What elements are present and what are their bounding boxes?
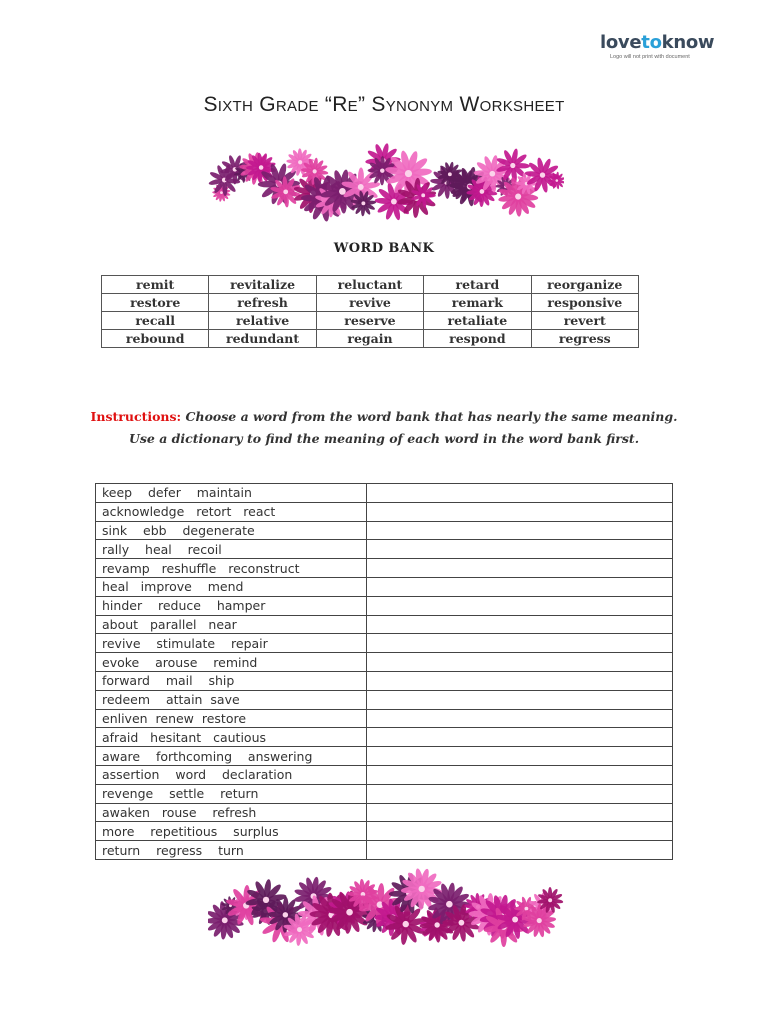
word-bank-table xyxy=(101,275,639,348)
word-bank-cell: retaliate xyxy=(424,312,531,330)
table-row xyxy=(96,709,673,728)
synonym-clues-cell: redeem attain save xyxy=(96,690,367,709)
word-bank-cell: responsive xyxy=(531,294,638,312)
answer-cell[interactable] xyxy=(366,671,672,690)
answer-cell[interactable] xyxy=(366,484,672,503)
table-row xyxy=(96,634,673,653)
answer-cell[interactable] xyxy=(366,615,672,634)
word-bank-cell: revive xyxy=(316,294,423,312)
table-row xyxy=(96,822,673,841)
answer-cell[interactable] xyxy=(366,822,672,841)
answer-cell[interactable] xyxy=(366,559,672,578)
word-bank-cell: reorganize xyxy=(531,276,638,294)
word-bank-cell: redundant xyxy=(209,330,316,348)
synonym-clues-cell: aware forthcoming answering xyxy=(96,747,367,766)
word-bank-row xyxy=(102,312,639,330)
answer-cell[interactable] xyxy=(366,747,672,766)
answer-cell[interactable] xyxy=(366,540,672,559)
table-row xyxy=(96,671,673,690)
answer-cell[interactable] xyxy=(366,502,672,521)
instructions-line-2 xyxy=(0,428,768,450)
instructions-label: Instructions: xyxy=(90,409,182,424)
logo-print-note: Logo will not print with document xyxy=(610,54,690,60)
table-row xyxy=(96,765,673,784)
table-row xyxy=(96,502,673,521)
instructions xyxy=(0,406,768,450)
synonym-clues-cell: revive stimulate repair xyxy=(96,634,367,653)
answer-cell[interactable] xyxy=(366,577,672,596)
instructions-text-2: Use a dictionary to find the meaning of each word in the word bank first. xyxy=(128,431,640,446)
word-bank-cell: remit xyxy=(102,276,209,294)
word-bank-cell: regain xyxy=(316,330,423,348)
word-bank-cell: reserve xyxy=(316,312,423,330)
synonym-clues-cell: rally heal recoil xyxy=(96,540,367,559)
table-row xyxy=(96,615,673,634)
logo-wordmark: lovetoknow xyxy=(600,32,715,53)
synonym-clues-cell: sink ebb degenerate xyxy=(96,521,367,540)
synonym-clues-cell: acknowledge retort react xyxy=(96,502,367,521)
word-bank-cell: reluctant xyxy=(316,276,423,294)
table-row xyxy=(96,577,673,596)
table-row xyxy=(96,596,673,615)
table-row xyxy=(96,728,673,747)
answer-cell[interactable] xyxy=(366,709,672,728)
synonym-clues-cell: keep defer maintain xyxy=(96,484,367,503)
synonym-clues-cell: revenge settle return xyxy=(96,784,367,803)
table-row xyxy=(96,521,673,540)
answer-cell[interactable] xyxy=(366,784,672,803)
answer-cell[interactable] xyxy=(366,841,672,860)
answer-cell[interactable] xyxy=(366,596,672,615)
synonym-clues-cell: assertion word declaration xyxy=(96,765,367,784)
answer-cell[interactable] xyxy=(366,803,672,822)
table-row xyxy=(96,540,673,559)
synonym-clues-cell: enliven renew restore xyxy=(96,709,367,728)
synonym-clues-cell: awaken rouse refresh xyxy=(96,803,367,822)
table-row xyxy=(96,559,673,578)
synonym-clues-cell: return regress turn xyxy=(96,841,367,860)
word-bank-cell: retard xyxy=(424,276,531,294)
word-bank-cell: regress xyxy=(531,330,638,348)
synonym-clues-cell: heal improve mend xyxy=(96,577,367,596)
word-bank-row xyxy=(102,276,639,294)
word-bank-cell: remark xyxy=(424,294,531,312)
word-bank-cell: restore xyxy=(102,294,209,312)
page-title: Sixth Grade “Re” Synonym Worksheet xyxy=(203,93,565,116)
table-row xyxy=(96,690,673,709)
synonym-clues-cell: forward mail ship xyxy=(96,671,367,690)
table-row xyxy=(96,653,673,672)
synonym-clues-cell: more repetitious surplus xyxy=(96,822,367,841)
answer-cell[interactable] xyxy=(366,521,672,540)
answer-cell[interactable] xyxy=(366,728,672,747)
flower-garland-top xyxy=(204,130,564,230)
synonym-clues-cell: revamp reshuffle reconstruct xyxy=(96,559,367,578)
word-bank-cell: revitalize xyxy=(209,276,316,294)
word-bank-cell: respond xyxy=(424,330,531,348)
word-bank-cell: refresh xyxy=(209,294,316,312)
instructions-line-1 xyxy=(0,406,768,428)
word-bank-cell: recall xyxy=(102,312,209,330)
instructions-text-1: Choose a word from the word bank that has nearly the same meaning. xyxy=(185,409,678,424)
answer-cell[interactable] xyxy=(366,634,672,653)
synonym-clues-cell: about parallel near xyxy=(96,615,367,634)
table-row xyxy=(96,484,673,503)
lovetoknow-logo xyxy=(600,32,720,60)
synonym-clues-cell: hinder reduce hamper xyxy=(96,596,367,615)
answer-cell[interactable] xyxy=(366,653,672,672)
answer-cell[interactable] xyxy=(366,690,672,709)
table-row xyxy=(96,841,673,860)
table-row xyxy=(96,803,673,822)
word-bank-cell: relative xyxy=(209,312,316,330)
flower-garland-bottom xyxy=(208,862,568,962)
answer-cell[interactable] xyxy=(366,765,672,784)
table-row xyxy=(96,784,673,803)
word-bank-title: WORD BANK xyxy=(333,241,435,256)
word-bank-row xyxy=(102,330,639,348)
synonym-clues-cell: evoke arouse remind xyxy=(96,653,367,672)
synonym-clues-cell: afraid hesitant cautious xyxy=(96,728,367,747)
synonym-exercise-table xyxy=(95,483,673,860)
word-bank-cell: rebound xyxy=(102,330,209,348)
table-row xyxy=(96,747,673,766)
word-bank-cell: revert xyxy=(531,312,638,330)
word-bank-row xyxy=(102,294,639,312)
